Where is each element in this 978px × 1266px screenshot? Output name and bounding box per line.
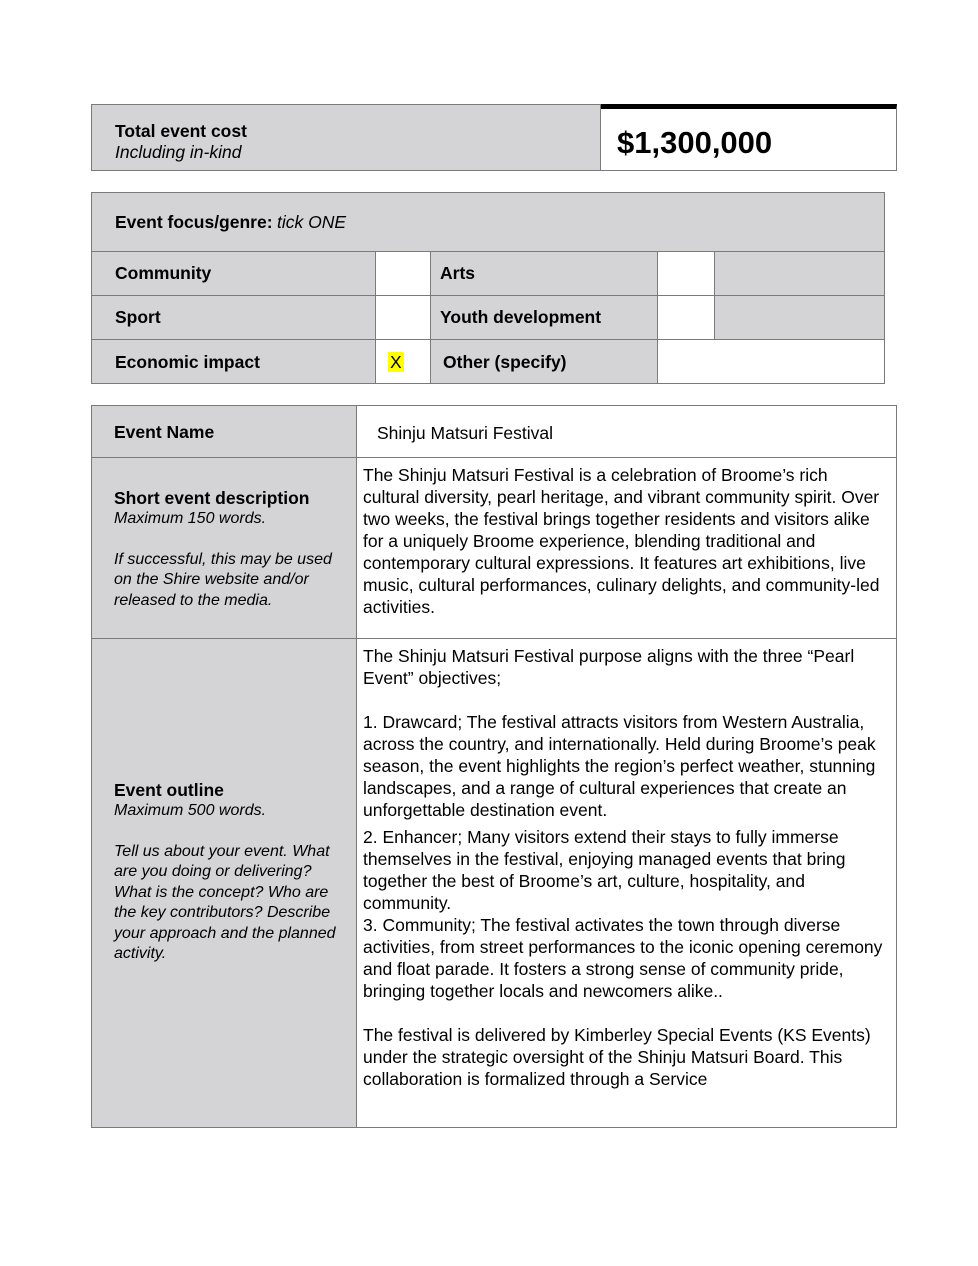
event-outline-limit: Maximum 500 words. [114,802,267,819]
outline-paragraph: The Shinju Matsuri Festival purpose aligns with the three “Pearl Event” objectives; [363,646,855,688]
focus-checkbox-community[interactable] [376,252,430,295]
event-outline-label: Event outline [114,780,224,800]
cost-table [91,104,897,171]
focus-label-arts: Arts [431,252,657,295]
outline-paragraph: 2. Enhancer; Many visitors extend their stays to fully immerse themselves in the festival, enjoying managed events that bring together the best of Broome’s art, culture, hospitality, and community. [363,827,846,913]
focus-label-community: Community [92,252,375,295]
focus-table [91,192,885,384]
focus-grid-line [92,251,884,252]
short-description-value: The Shinju Matsuri Festival is a celebration of Broome’s rich cultural diversity, pearl heritage, and vibrant community spirit. Over two weeks, the festival brings together residents and visitors alike for a uniquely Broome experience, blending traditional and contemporary cultural expressions. It features art exhibitions, live music, cultural performances, culinary delights, and community-led activities. [363,465,880,617]
focus-heading-note: tick ONE [277,212,347,232]
short-description-note: If successful, this may be used on the Shire website and/or released to the media. [114,550,332,609]
cost-label-cell [91,104,601,171]
economic-impact-mark: X [390,352,402,372]
focus-header-cell [92,193,884,251]
cost-value-cell [601,104,897,171]
details-grid-line [92,457,896,458]
short-description-label-cell [92,458,356,638]
cost-label: Total event cost [115,121,247,141]
focus-checkbox-youth-development[interactable] [658,296,714,339]
focus-grid-line [657,251,658,383]
focus-grid-line [375,251,376,383]
focus-label-sport: Sport [92,296,375,339]
details-grid-line [92,638,896,639]
outline-paragraph: 1. Drawcard; The festival attracts visitors from Western Australia, across the country, and internationally. Held during Broome’s peak season, the event highlights the region’s perfect weather, stunning landscapes, and a range of cultural experiences that create an unforgettable destination event. [363,712,876,820]
event-outline-note: Tell us about your event. What are you doing or delivering? What is the concept? Who are the key contributors? Describe your approach and the planned activity. [114,842,336,962]
details-grid-line [356,406,357,1127]
event-name-value-cell[interactable] [357,406,896,457]
focus-grid-line [430,251,431,383]
focus-grid-line [92,339,884,340]
focus-label-other: Other (specify) [431,340,657,383]
focus-checkbox-arts[interactable] [658,252,714,295]
event-name-value: Shinju Matsuri Festival [377,423,554,443]
short-description-limit: Maximum 150 words. [114,510,267,527]
focus-filler-cell [715,252,884,295]
event-name-label-cell [92,406,356,457]
focus-label-youth-development: Youth development [431,296,657,339]
focus-other-specify-input[interactable] [658,340,884,383]
cost-value: $1,300,000 [617,125,773,160]
focus-grid-line [714,251,715,339]
short-description-value-cell[interactable] [357,458,896,638]
focus-grid-line [92,295,884,296]
short-description-label: Short event description [114,488,310,508]
cost-sublabel: Including in-kind [115,142,242,162]
focus-label-economic-impact: Economic impact [92,340,375,383]
focus-checkbox-sport[interactable] [376,296,430,339]
event-outline-label-cell [92,639,356,1127]
outline-paragraph: 3. Community; The festival activates the town through diverse activities, from street performances to the iconic opening ceremony and float parade. It fosters a strong sense of community pride, bringing together locals and newcomers alike.. [363,915,883,1001]
details-table [91,405,897,1128]
event-name-label: Event Name [114,422,215,442]
focus-filler-cell [715,296,884,339]
event-outline-value-cell[interactable] [357,639,896,1127]
focus-checkbox-economic-impact[interactable] [376,340,430,383]
outline-paragraph: The festival is delivered by Kimberley Special Events (KS Events) under the strategic oversight of the Shinju Matsuri Board. This collaboration is formalized through a Service [363,1025,871,1089]
focus-heading: Event focus/genre: [115,212,273,232]
